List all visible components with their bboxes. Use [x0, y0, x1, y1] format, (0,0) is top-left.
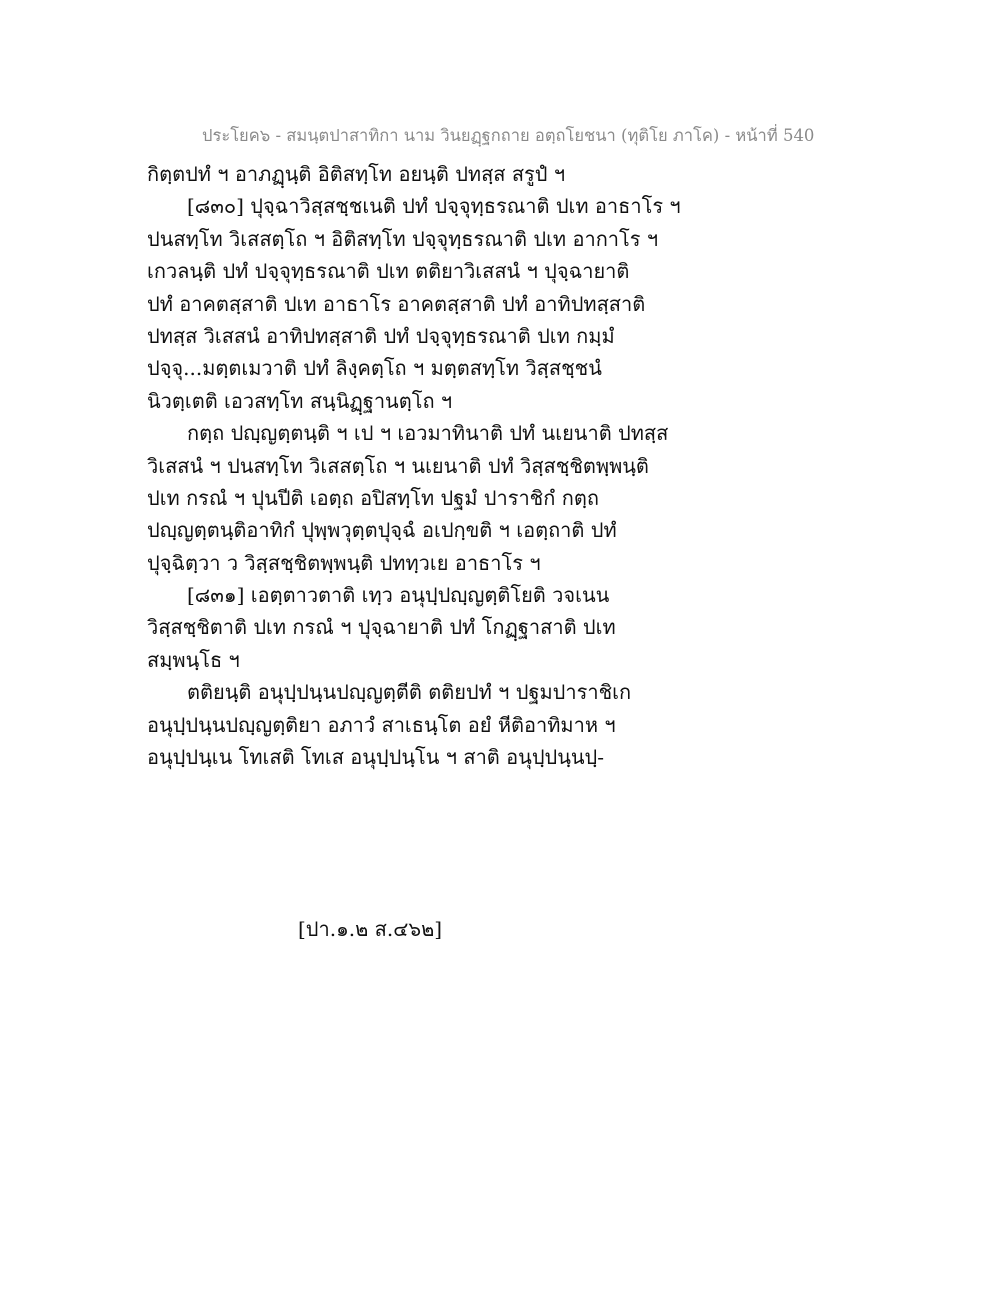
text-line: นิวตฺเตติ เอวสทฺโท สนฺนิฏฺฐานตฺโถ ฯ	[147, 388, 453, 413]
running-header: ประโยค๖ - สมนฺตปาสาทิกา นาม วินยฏฺฐกถาย อตฺถโยชนา (ทุติโย ภาโค) - หน้าที่ 540	[202, 126, 815, 145]
text-line: สมฺพนฺโธ ฯ	[147, 647, 240, 672]
text-line: ปนสทฺโท วิเสสตฺโถ ฯ อิติสทฺโท ปจฺจุทฺธรณาติ ปเท อากาโร ฯ	[147, 226, 659, 251]
text-line: [๘๓๑] เอตฺตาวตาติ เทฺว อนุปฺปญฺญตฺติโยติ วจเนน	[187, 583, 610, 608]
text-line: วิเสสนํ ฯ ปนสทฺโท วิเสสตฺโถ ฯ นเยนาติ ปทํ วิสฺสชฺชิตพฺพนฺติ	[147, 453, 649, 478]
text-line: [๘๓๐] ปุจฺฉาวิสฺสชฺชเนติ ปทํ ปจฺจุทฺธรณาติ ปเท อาธาโร ฯ	[187, 194, 681, 219]
body-text	[147, 158, 707, 773]
page-reference: [ปา.๑.๒ ส.๔๖๒]	[298, 917, 443, 941]
text-line: ปทสฺส วิเสสนํ อาทิปทสฺสาติ ปทํ ปจฺจุทฺธรณาติ ปเท กมฺมํ	[147, 323, 615, 348]
text-line: ปจฺจุ...มตฺตเมวาติ ปทํ ลิงฺคตฺโถ ฯ มตฺตสทฺโท วิสฺสชฺชนํ	[147, 356, 602, 381]
text-line: วิสฺสชฺชิตาติ ปเท กรณํ ฯ ปุจฺฉายาติ ปทํ โกฏฺฐาสาติ ปเท	[147, 615, 616, 640]
text-line: ปญฺญตฺตนฺติอาทิกํ ปุพฺพวุตฺตปุจฺฉํ อเปกฺขติ ฯ เอตฺถาติ ปทํ	[147, 518, 617, 543]
text-line: อนุปฺปนฺนปญฺญตฺติยา อภาวํ สาเธนฺโต อยํ หีติอาทิมาห ฯ	[147, 712, 616, 737]
text-line: กตฺถ ปญฺญตฺตนฺติ ฯ เป ฯ เอวมาทินาติ ปทํ นเยนาติ ปทสฺส	[187, 421, 669, 446]
text-line: ตติยนฺติ อนุปฺปนฺนปญฺญตฺตีติ ตติยปทํ ฯ ปฐมปาราชิเก	[187, 680, 632, 705]
text-line: กิตฺตปทํ ฯ อาภฏฺนฺติ อิติสทฺโท อยนฺติ ปทสฺส สรูปํ ฯ	[147, 162, 566, 186]
text-line: ปุจฺฉิตฺวา ว วิสฺสชฺชิตพฺพนฺติ ปททฺวเย อาธาโร ฯ	[147, 550, 541, 575]
text-line: เกวลนฺติ ปทํ ปจฺจุทฺธรณาติ ปเท ตติยาวิเสสนํ ฯ ปุจฺฉายาติ	[147, 259, 630, 284]
text-line: ปเท กรณํ ฯ ปุนปีติ เอตฺถ อปิสทฺโท ปฐมํ ปาราชิกํ กตฺถ	[147, 485, 599, 510]
text-line: อนุปฺปนฺเน โทเสติ โทเส อนุปฺปนฺโน ฯ สาติ อนุปฺปนฺนปฺ-	[147, 745, 605, 770]
text-line: ปทํ อาคตสฺสาติ ปเท อาธาโร อาคตสฺสาติ ปทํ อาทิปทสฺสาติ	[147, 291, 646, 316]
